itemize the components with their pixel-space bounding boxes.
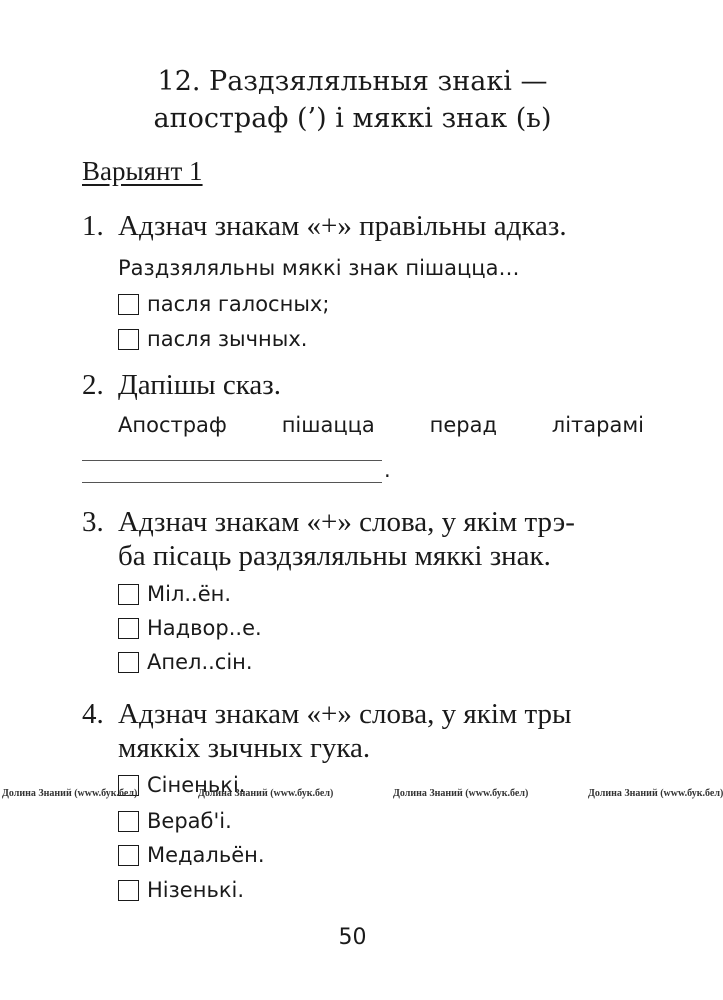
option-label: Міл..ён. [147,582,232,606]
page-title-line-2: апостраф (’) і мяккі знак (ь) [153,103,552,134]
watermark-strip [0,788,723,804]
task-4-instruction-line-1: Адзнач знакам «+» слова, у якім тры [118,698,572,730]
watermark-text: Долина Знаний (www.бук.бел) [2,788,138,799]
page-number: 50 [338,925,367,950]
sentence-word: перад [429,413,497,437]
checkbox[interactable] [118,652,139,673]
checkbox[interactable] [118,880,139,901]
option-label: Вераб'і. [147,809,232,833]
watermark-text: Долина Знаний (www.бук.бел) [198,788,334,799]
task-4-number: 4. [82,698,104,730]
task-4-option[interactable] [118,807,232,835]
checkbox[interactable] [118,618,139,639]
checkbox[interactable] [118,294,139,315]
sentence-word: літарамі [551,413,644,437]
option-label: пасля зычных. [147,327,308,351]
answer-blank-line-1[interactable] [82,460,382,461]
option-label: Апел..сін. [147,650,253,674]
task-3-instruction-line-1: Адзнач знакам «+» слова, у якім трэ- [118,506,575,538]
watermark-text: Долина Знаний (www.бук.бел) [393,788,529,799]
task-4-option[interactable] [118,876,244,904]
page-title-line-1: 12. Раздзяляльныя знакі — [157,66,548,97]
task-3-instruction-line-2: ба пісаць раздзяляльны мяккі знак. [118,540,551,572]
task-1-option[interactable] [118,290,329,318]
option-label: Нізенькі. [147,878,245,902]
task-3-option[interactable] [118,614,262,642]
task-4-option[interactable] [118,841,265,869]
variant-heading: Варыянт 1 [82,156,203,186]
checkbox[interactable] [118,845,139,866]
option-label: Надвор..е. [147,616,262,640]
task-1-option[interactable] [118,325,307,353]
answer-blank-line-2[interactable] [82,482,382,483]
task-1-prompt: Раздзяляльны мяккі знак пішацца… [118,256,520,280]
task-3-option[interactable] [118,648,253,676]
task-3-number: 3. [82,506,104,538]
option-label: пасля галосных; [147,292,330,316]
checkbox[interactable] [118,584,139,605]
sentence-word: Апостраф [118,413,227,437]
task-1-number: 1. [82,210,104,242]
checkbox[interactable] [118,329,139,350]
watermark-text: Долина Знаний (www.бук.бел) [588,788,723,799]
sentence-end-mark: . [384,458,391,482]
task-2-sentence [118,411,644,439]
checkbox[interactable] [118,811,139,832]
task-4-instruction-line-2: мяккіх зычных гука. [118,732,371,764]
task-2-instruction: Дапішы сказ. [118,369,282,401]
task-3-option[interactable] [118,580,231,608]
option-label: Сіненькі. [147,773,246,797]
task-1-instruction: Адзнач знакам «+» правільны адказ. [118,210,567,242]
task-2-number: 2. [82,369,104,401]
sentence-word: пішацца [281,413,375,437]
option-label: Медальён. [147,843,265,867]
